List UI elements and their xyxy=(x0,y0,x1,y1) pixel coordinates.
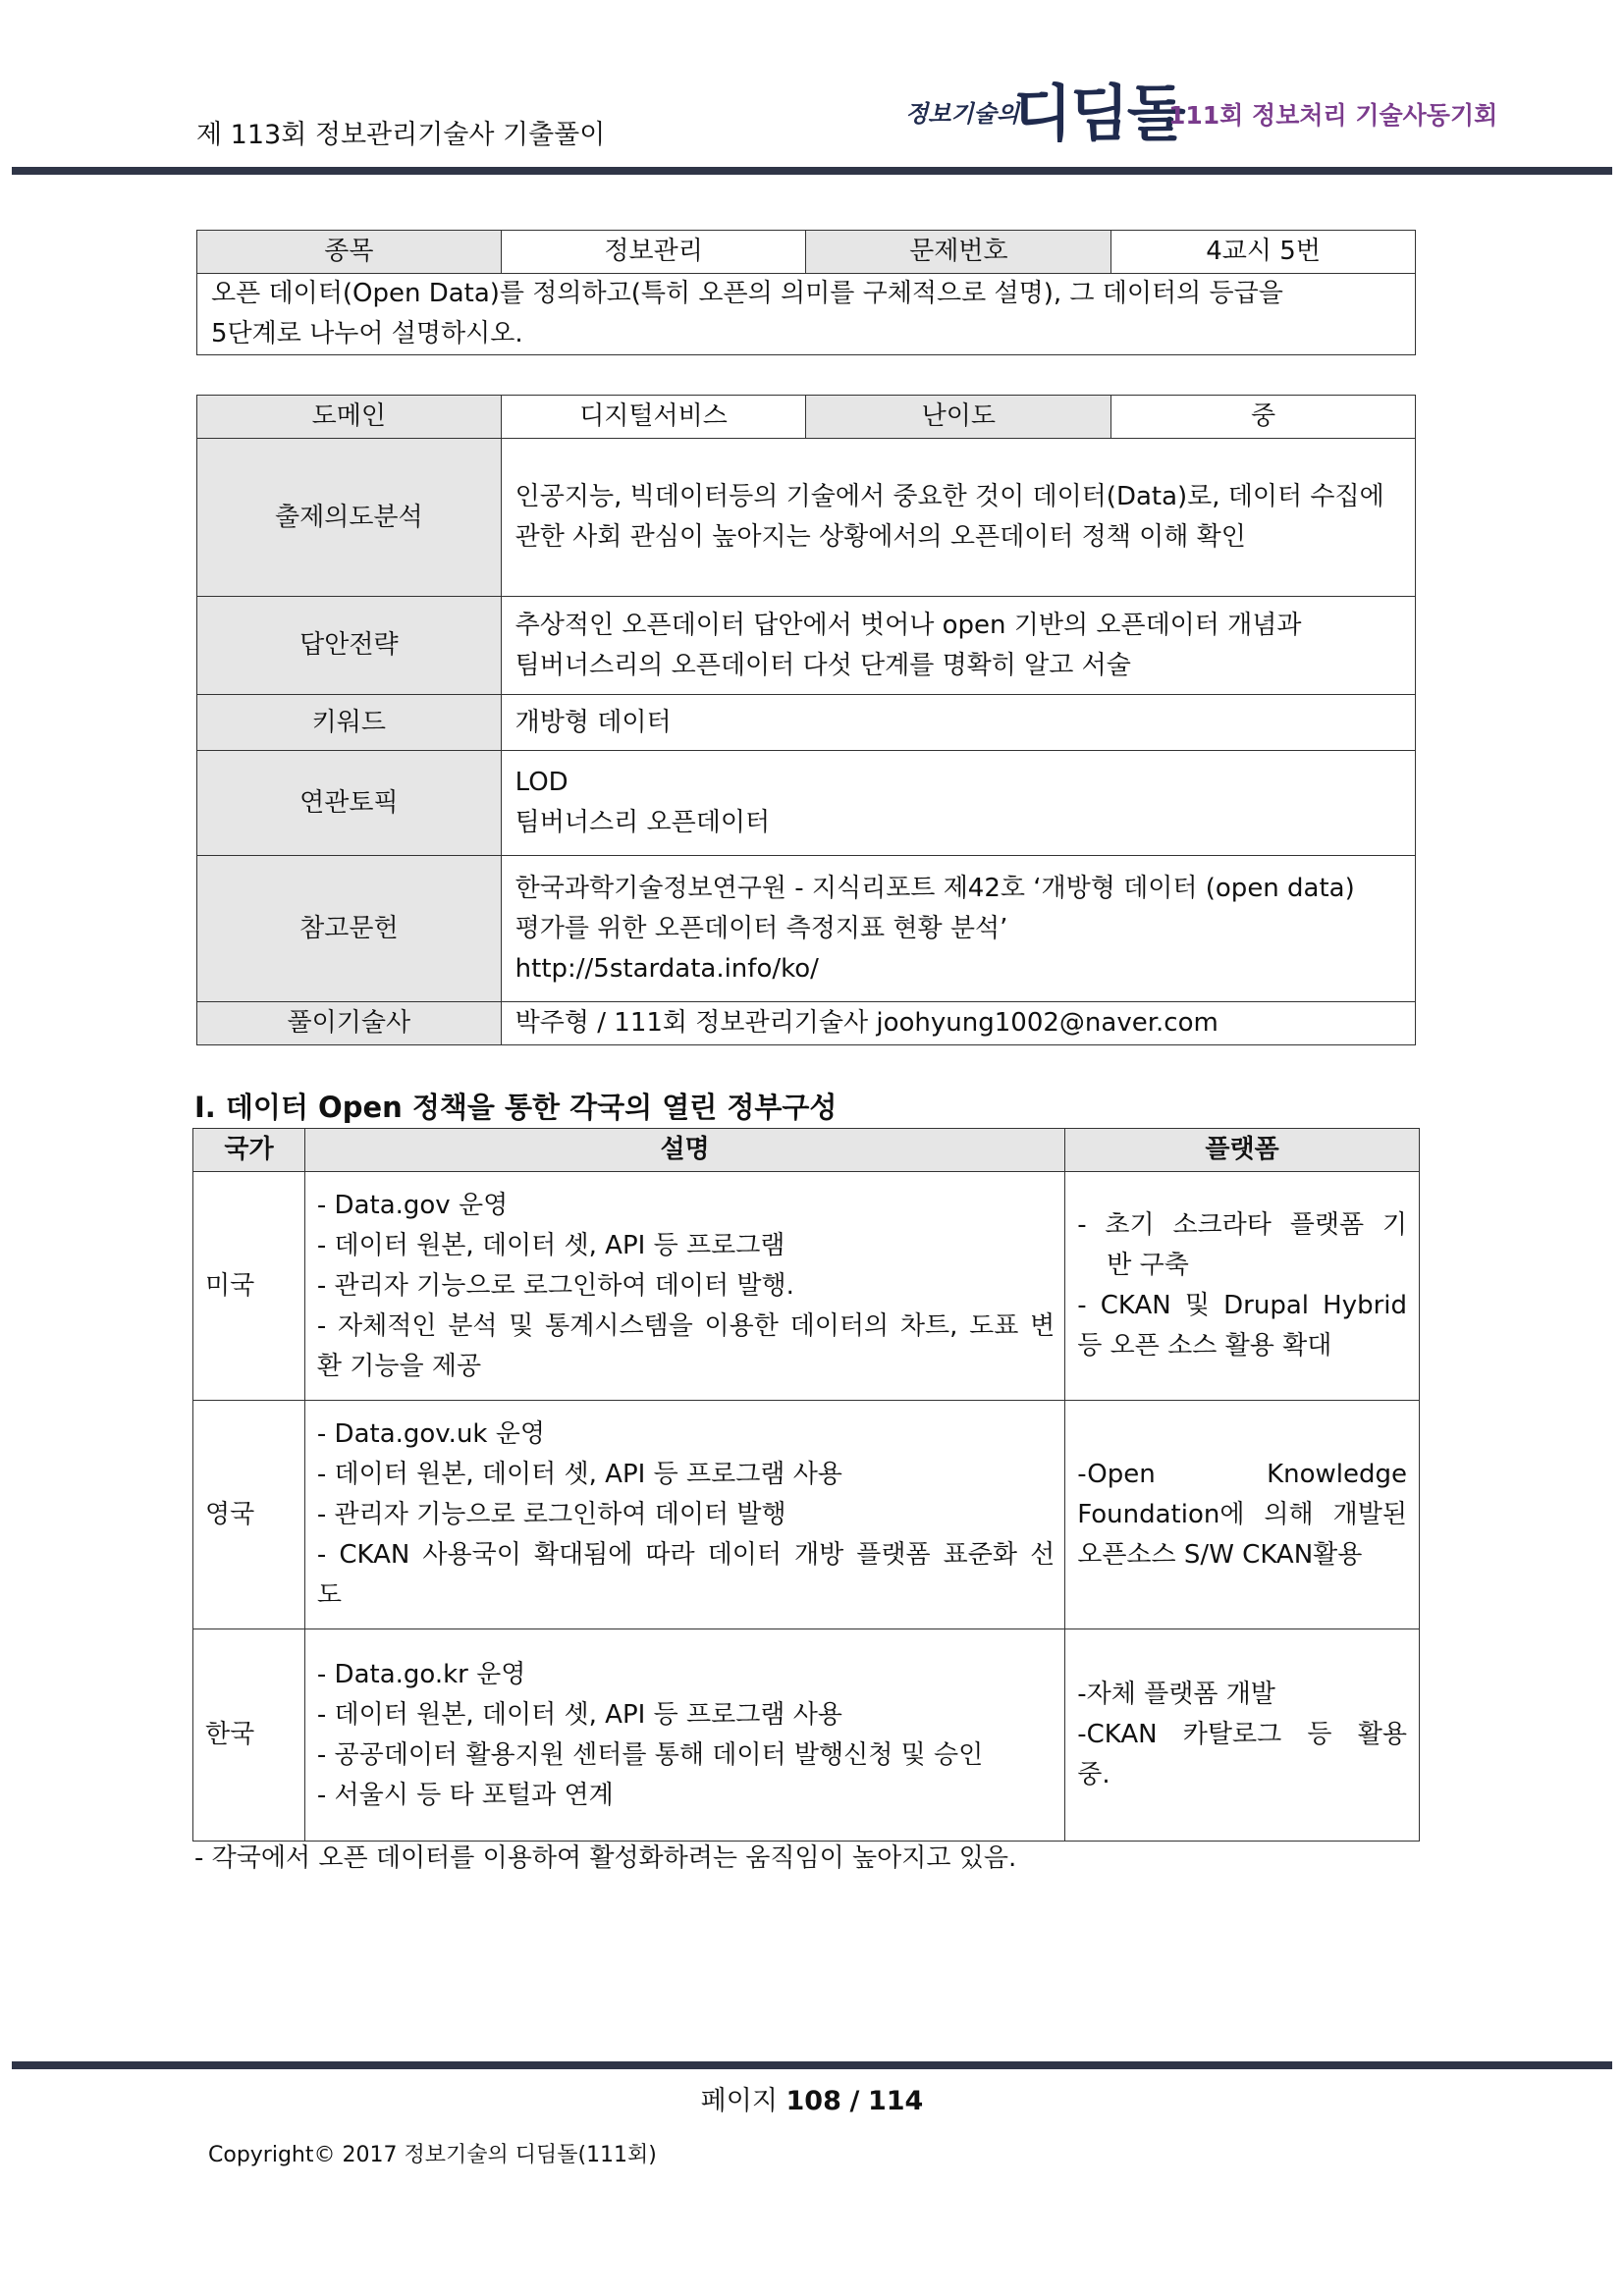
domain-label: 도메인 xyxy=(197,396,502,439)
author-label: 풀이기술사 xyxy=(197,1002,502,1045)
reference-url: http://5stardata.info/ko/ xyxy=(514,953,819,984)
section-title: I. 데이터 Open 정책을 통한 각국의 열린 정부구성 xyxy=(194,1091,838,1124)
country-column-header: 국가 xyxy=(193,1129,305,1172)
category-label: 종목 xyxy=(197,231,502,274)
strategy-label: 답안전략 xyxy=(197,597,502,695)
page-total: 114 xyxy=(867,2086,924,2116)
difficulty-label: 난이도 xyxy=(806,396,1111,439)
page-indicator xyxy=(0,2079,1624,2117)
question-number-value: 4교시 5번 xyxy=(1111,231,1416,274)
strategy-value: 추상적인 오픈데이터 답안에서 벗어나 open 기반의 오픈데이터 개념과 팀버너스리의 오픈데이터 다섯 단계를 명확히 알고 서술 xyxy=(501,597,1415,695)
related-topic-label: 연관토픽 xyxy=(197,751,502,856)
related-topic-value: LOD 팀버너스리 오픈데이터 xyxy=(501,751,1415,856)
question-text: 오픈 데이터(Open Data)를 정의하고(특히 오픈의 의미를 구체적으로 설명), 그 데이터의 등급을 5단계로 나누어 설명하시오. xyxy=(197,274,1416,355)
table-row xyxy=(193,1401,1420,1629)
intent-value: 인공지능, 빅데이터등의 기술에서 중요한 것이 데이터(Data)로, 데이터 수집에 관한 사회 관심이 높아지는 상황에서의 오픈데이터 정책 이해 확인 xyxy=(501,439,1415,597)
country-cell: 영국 xyxy=(193,1401,305,1629)
description-cell: - Data.gov.uk 운영 - 데이터 원본, 데이터 셋, API 등 프로그램 사용 - 관리자 기능으로 로그인하여 데이터 발행 - CKAN 사용국이 확대됨에 따라 데이터 개방 플랫폼 표준화 선 도 xyxy=(304,1401,1064,1629)
question-table xyxy=(196,230,1416,355)
platform-cell: -자체 플랫폼 개발 -CKAN 카탈로그 등 활용 중. xyxy=(1065,1629,1420,1842)
didimdol-logo xyxy=(905,61,1514,169)
author-value: 박주형 / 111회 정보관리기술사 joohyung1002@naver.com xyxy=(501,1002,1415,1045)
reference-label: 참고문헌 xyxy=(197,856,502,1002)
logo-big-text: 디딤돌 xyxy=(1013,78,1184,149)
domain-value: 디지털서비스 xyxy=(501,396,806,439)
platform-cell: -Open Knowledge Foundation에 의해 개발된 오픈소스 S/W CKAN활용 xyxy=(1065,1401,1420,1629)
logo-subtitle: 111회 정보처리 기술사동기회 xyxy=(1168,101,1498,130)
page-current: 108 xyxy=(785,2086,841,2116)
keyword-value: 개방형 데이터 xyxy=(501,695,1415,751)
header-divider xyxy=(12,167,1612,175)
description-column-header: 설명 xyxy=(304,1129,1064,1172)
page-label: 페이지 xyxy=(700,2086,778,2116)
difficulty-value: 중 xyxy=(1111,396,1416,439)
summary-note: - 각국에서 오픈 데이터를 이용하여 활성화하려는 움직임이 높아지고 있음. xyxy=(194,1843,1017,1873)
platform-column-header: 플랫폼 xyxy=(1065,1129,1420,1172)
country-cell: 한국 xyxy=(193,1629,305,1842)
table-row xyxy=(193,1172,1420,1401)
open-government-table xyxy=(192,1128,1420,1842)
category-value: 정보관리 xyxy=(501,231,806,274)
document-header-title: 제 113회 정보관리기술사 기출풀이 xyxy=(196,120,606,150)
question-number-label: 문제번호 xyxy=(806,231,1111,274)
platform-cell: - 초기 소크라타 플랫폼 기 반 구축 - CKAN 및 Drupal Hybrid 등 오픈 소스 활용 확대 xyxy=(1065,1172,1420,1401)
intent-label: 출제의도분석 xyxy=(197,439,502,597)
metadata-table xyxy=(196,395,1416,1045)
reference-value: 한국과학기술정보연구원 - 지식리포트 제42호 ‘개방형 데이터 (open data) 평가를 위한 오픈데이터 측정지표 현황 분석’ http://5stardata.info/ko/ xyxy=(501,856,1415,1002)
keyword-label: 키워드 xyxy=(197,695,502,751)
logo-small-text: 정보기술의 xyxy=(905,99,1019,128)
description-cell: - Data.go.kr 운영 - 데이터 원본, 데이터 셋, API 등 프로그램 사용 - 공공데이터 활용지원 센터를 통해 데이터 발행신청 및 승인 - 서울시 등 타 포털과 연계 xyxy=(304,1629,1064,1842)
page-separator: / xyxy=(849,2086,860,2116)
country-cell: 미국 xyxy=(193,1172,305,1401)
copyright-notice: Copyright© 2017 정보기술의 디딤돌(111회) xyxy=(208,2143,657,2167)
description-cell: - Data.gov 운영 - 데이터 원본, 데이터 셋, API 등 프로그램 - 관리자 기능으로 로그인하여 데이터 발행. - 자체적인 분석 및 통계시스템을 이용한 데이터의 차트, 도표 변 환 기능을 제공 xyxy=(304,1172,1064,1401)
table-row xyxy=(193,1629,1420,1842)
footer-divider xyxy=(12,2061,1612,2069)
